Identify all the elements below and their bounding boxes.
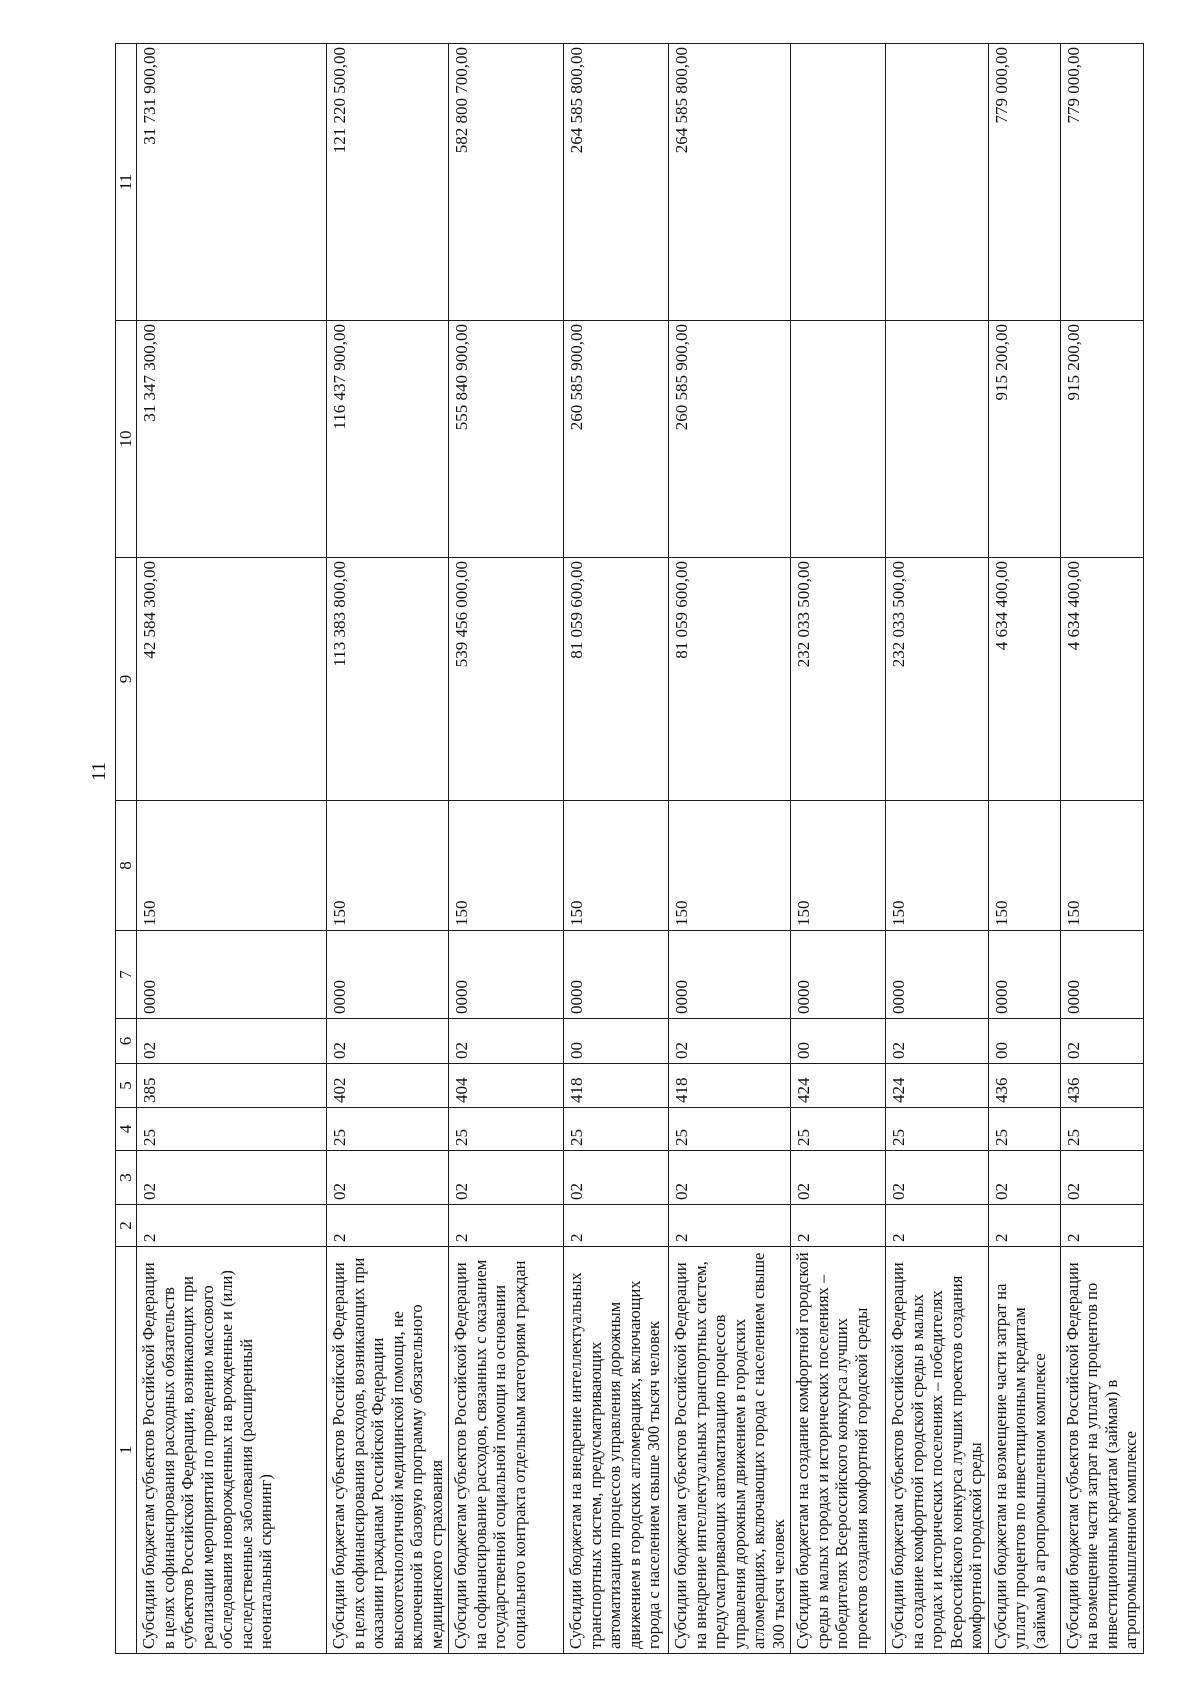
- code-cell: 150: [1060, 801, 1143, 931]
- code-cell: 150: [327, 801, 449, 931]
- amount-cell: 4 634 400,00: [1060, 558, 1143, 801]
- code-cell: 418: [669, 1064, 791, 1108]
- amount-cell: 915 200,00: [1060, 321, 1143, 558]
- amount-cell: 31 347 300,00: [137, 321, 327, 558]
- column-header: 3: [116, 1151, 137, 1205]
- code-cell: 2: [564, 1205, 669, 1247]
- amount-cell: 582 800 700,00: [449, 44, 564, 321]
- table-row: [791, 44, 886, 1654]
- table-row: [886, 44, 989, 1654]
- amount-cell: 555 840 900,00: [449, 321, 564, 558]
- code-cell: 25: [449, 1108, 564, 1151]
- code-cell: 2: [886, 1205, 989, 1247]
- code-cell: 402: [327, 1064, 449, 1108]
- code-cell: 424: [886, 1064, 989, 1108]
- code-cell: 0000: [886, 931, 989, 1019]
- code-cell: 0000: [564, 931, 669, 1019]
- code-cell: 25: [791, 1108, 886, 1151]
- amount-cell: 116 437 900,00: [327, 321, 449, 558]
- code-cell: 0000: [449, 931, 564, 1019]
- code-cell: 02: [1060, 1151, 1143, 1205]
- code-cell: 02: [669, 1151, 791, 1205]
- amount-cell: [886, 44, 989, 321]
- code-cell: 2: [449, 1205, 564, 1247]
- amount-cell: 232 033 500,00: [791, 558, 886, 801]
- code-cell: 418: [564, 1064, 669, 1108]
- column-header: 11: [116, 44, 137, 321]
- code-cell: 02: [449, 1151, 564, 1205]
- amount-cell: 81 059 600,00: [669, 558, 791, 801]
- table-row: [137, 44, 327, 1654]
- code-cell: 25: [886, 1108, 989, 1151]
- code-cell: 385: [137, 1064, 327, 1108]
- code-cell: 25: [137, 1108, 327, 1151]
- code-cell: 02: [1060, 1019, 1143, 1064]
- code-cell: 0000: [327, 931, 449, 1019]
- code-cell: 424: [791, 1064, 886, 1108]
- amount-cell: 260 585 900,00: [669, 321, 791, 558]
- code-cell: 25: [327, 1108, 449, 1151]
- amount-cell: 260 585 900,00: [564, 321, 669, 558]
- code-cell: 0000: [137, 931, 327, 1019]
- subsidy-name: Субсидии бюджетам субъектов Российской Федерации в целях софинансирования расходных обязательств субъектов Российской Федерации, возникающих при реализации мероприятий по проведению массового обследования новорожденных на врожденные и (или) наследственные заболевания (расширенный неонатальный скрининг): [137, 1247, 327, 1654]
- code-cell: 150: [791, 801, 886, 931]
- amount-cell: 264 585 800,00: [564, 44, 669, 321]
- column-header: 6: [116, 1019, 137, 1064]
- subsidy-name: Субсидии бюджетам на создание комфортной городской среды в малых городах и исторических поселениях – победителях Всероссийского конкурса лучших проектов создания комфортной городской среды: [791, 1247, 886, 1654]
- code-cell: 436: [1060, 1064, 1143, 1108]
- amount-cell: [886, 321, 989, 558]
- code-cell: 02: [886, 1019, 989, 1064]
- code-cell: 00: [988, 1019, 1060, 1064]
- subsidy-name: Субсидии бюджетам на внедрение интеллектуальных транспортных систем, предусматривающих автоматизацию процессов управления дорожным движением в городских агломерациях, включающих города с населением свыше 300 тысяч человек: [564, 1247, 669, 1654]
- code-cell: 150: [886, 801, 989, 931]
- code-cell: 02: [327, 1019, 449, 1064]
- code-cell: 02: [327, 1151, 449, 1205]
- code-cell: 2: [137, 1205, 327, 1247]
- code-cell: 436: [988, 1064, 1060, 1108]
- table-row: [988, 44, 1060, 1654]
- subsidy-name: Субсидии бюджетам субъектов Российской Федерации на возмещение части затрат на уплату процентов по инвестиционным кредитам (займам) в агропромышленном комплексе: [1060, 1247, 1143, 1654]
- column-header: 2: [116, 1205, 137, 1247]
- subsidy-name: Субсидии бюджетам субъектов Российской Федерации на внедрение интеллектуальных транспортных систем, предусматривающих автоматизацию процессов управления дорожным движением в городских агломерациях, включающих города с населением свыше 300 тысяч человек: [669, 1247, 791, 1654]
- amount-cell: 31 731 900,00: [137, 44, 327, 321]
- code-cell: 2: [327, 1205, 449, 1247]
- code-cell: 25: [988, 1108, 1060, 1151]
- column-header: 10: [116, 321, 137, 558]
- subsidy-name: Субсидии бюджетам на возмещение части затрат на уплату процентов по инвестиционным кредитам (займам) в агропромышленном комплексе: [988, 1247, 1060, 1654]
- code-cell: 02: [137, 1151, 327, 1205]
- code-cell: 150: [669, 801, 791, 931]
- table-row: [1060, 44, 1143, 1654]
- subsidy-name: Субсидии бюджетам субъектов Российской Федерации на создание комфортной городской среды в малых городах и исторических поселениях – победителях Всероссийского конкурса лучших проектов создания комфортной городской среды: [886, 1247, 989, 1654]
- code-cell: 150: [137, 801, 327, 931]
- amount-cell: 113 383 800,00: [327, 558, 449, 801]
- amount-cell: 42 584 300,00: [137, 558, 327, 801]
- code-cell: 150: [449, 801, 564, 931]
- code-cell: 25: [1060, 1108, 1143, 1151]
- amount-cell: 264 585 800,00: [669, 44, 791, 321]
- code-cell: 404: [449, 1064, 564, 1108]
- code-cell: 2: [988, 1205, 1060, 1247]
- code-cell: 25: [669, 1108, 791, 1151]
- column-header: 8: [116, 801, 137, 931]
- code-cell: 02: [886, 1151, 989, 1205]
- subsidy-name: Субсидии бюджетам субъектов Российской Федерации на софинансирование расходов, связанных с оказанием государственной социальной помощи на основании социального контракта отдельным категориям граждан: [449, 1247, 564, 1654]
- amount-cell: [791, 44, 886, 321]
- amount-cell: 915 200,00: [988, 321, 1060, 558]
- amount-cell: [791, 321, 886, 558]
- code-cell: 25: [564, 1108, 669, 1151]
- amount-cell: 4 634 400,00: [988, 558, 1060, 801]
- code-cell: 00: [564, 1019, 669, 1064]
- budget-table: [115, 43, 1144, 1654]
- column-header: 5: [116, 1064, 137, 1108]
- amount-cell: 121 220 500,00: [327, 44, 449, 321]
- code-cell: 2: [1060, 1205, 1143, 1247]
- column-header: 9: [116, 558, 137, 801]
- amount-cell: 81 059 600,00: [564, 558, 669, 801]
- code-cell: 150: [988, 801, 1060, 931]
- column-header: 7: [116, 931, 137, 1019]
- table-row: [669, 44, 791, 1654]
- code-cell: 0000: [669, 931, 791, 1019]
- code-cell: 02: [449, 1019, 564, 1064]
- amount-cell: 232 033 500,00: [886, 558, 989, 801]
- code-cell: 2: [791, 1205, 886, 1247]
- code-cell: 02: [137, 1019, 327, 1064]
- column-number-row: [116, 44, 137, 1654]
- page-number: 11: [88, 761, 110, 781]
- code-cell: 150: [564, 801, 669, 931]
- code-cell: 02: [669, 1019, 791, 1064]
- table-row: [327, 44, 449, 1654]
- table-row: [449, 44, 564, 1654]
- code-cell: 0000: [791, 931, 886, 1019]
- code-cell: 02: [791, 1151, 886, 1205]
- code-cell: 00: [791, 1019, 886, 1064]
- amount-cell: 779 000,00: [988, 44, 1060, 321]
- code-cell: 02: [988, 1151, 1060, 1205]
- code-cell: 0000: [1060, 931, 1143, 1019]
- column-header: 4: [116, 1108, 137, 1151]
- subsidy-name: Субсидии бюджетам субъектов Российской Федерации в целях софинансирования расходов, возникающих при оказании гражданам Российской Федерации высокотехнологичной медицинской помощи, не включенной в базовую программу обязательного медицинского страхования: [327, 1247, 449, 1654]
- code-cell: 02: [564, 1151, 669, 1205]
- amount-cell: 539 456 000,00: [449, 558, 564, 801]
- column-header: 1: [116, 1247, 137, 1654]
- amount-cell: 779 000,00: [1060, 44, 1143, 321]
- code-cell: 0000: [988, 931, 1060, 1019]
- table-row: [564, 44, 669, 1654]
- code-cell: 2: [669, 1205, 791, 1247]
